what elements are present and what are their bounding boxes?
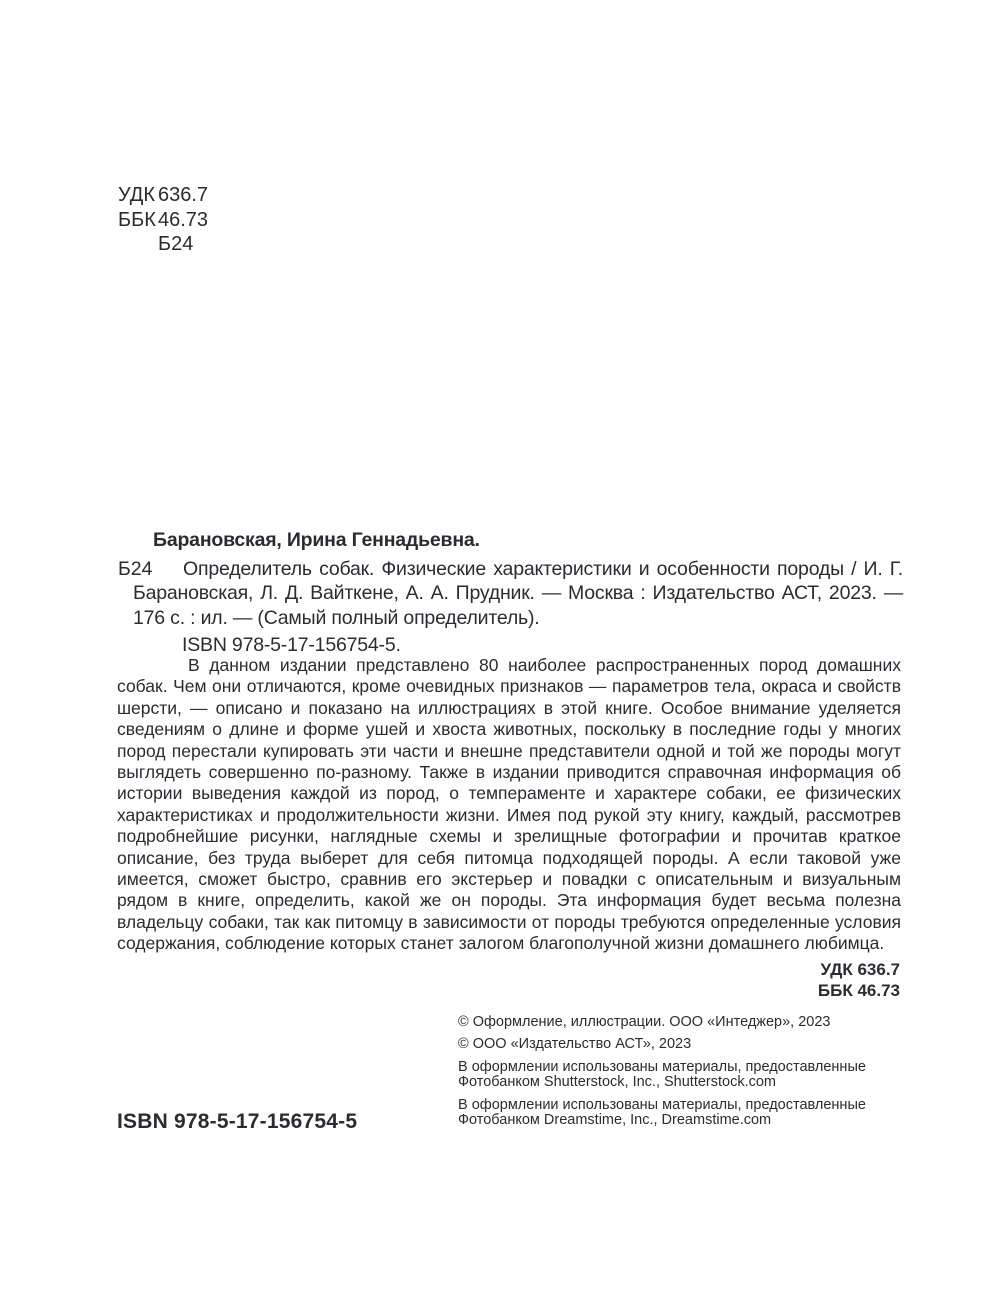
bbk-label: ББК xyxy=(118,208,156,231)
author-sign-margin: Б24 xyxy=(118,558,153,580)
copyright-line-shutterstock: В оформлении использованы материалы, предоставленные Фотобанком Shutterstock, Inc., Shutterstock.com xyxy=(458,1058,866,1091)
author-heading: Барановская, Ирина Геннадьевна. xyxy=(153,529,480,551)
classification-index-top xyxy=(118,183,208,257)
udk-value: 636.7 xyxy=(158,184,209,206)
bbk-top-row xyxy=(118,208,208,233)
udk-label: УДК xyxy=(118,184,156,206)
udk-right-value: УДК 636.7 xyxy=(820,960,900,979)
copyright-block xyxy=(458,1015,900,1136)
author-sign-row xyxy=(118,232,208,257)
author-sign-value: Б24 xyxy=(158,233,194,255)
isbn-line: ISBN 978-5-17-156754-5. xyxy=(182,634,401,657)
bibliographic-description: Определитель собак. Физические характеристики и особенности породы / И. Г. Барановская, Л. Д. Вайткене, А. А. Прудник. — Москва : Издательство АСТ, 2023. — 176 с. : ил. — (Самый полный определитель). xyxy=(133,557,903,629)
copyright-line-dreamstime: В оформлении использованы материалы, предоставленные Фотобанком Dreamstime, Inc., Dreamstime.com xyxy=(458,1096,866,1129)
bbk-right-value: ББК 46.73 xyxy=(817,980,900,1000)
classification-index-right xyxy=(818,960,900,1001)
catalog-card xyxy=(133,528,903,658)
bbk-value: 46.73 xyxy=(158,208,209,231)
copyright-line-design: © Оформление, иллюстрации. ООО «Интеджер», 2023 xyxy=(458,1014,831,1030)
annotation-text: В данном издании представлено 80 наиболее распространенных пород домашних собак. Чем они отличаются, кроме очевидных признаков — параметров тела, окраса и свойств шерсти, — описано и показано на иллюстрациях в этой книге. Особое внимание уделяется сведениям о длине и форме ушей и хвоста животных, поскольку в последние годы у многих пород перестали купировать эти части и внешне представители одной и той же породы могут выглядеть совершенно по-разному. Также в издании приводится справочная информация об истории выведения каждой из пород, о темпераменте и характере собаки, ее физических характеристиках и продолжительности жизни. Имея под рукой эту книгу, каждый, рассмотрев подробнейшие рисунки, наглядные схемы и зрелищные фотографии и прочитав краткое описание, без труда выберет для себя питомца подходящей породы. А если таковой уже имеется, сможет быстро, сравнив его экстерьер и повадки с описательным и визуальным рядом в книге, определить, какой же он породы. Эта информация будет весьма полезна владельцу собаки, так как питомцу в зависимости от породы требуются определенные условия содержания, соблюдение которых станет залогом благополучной жизни домашнего любимца. xyxy=(117,655,901,954)
udk-top-row xyxy=(118,183,208,208)
copyright-line-publisher: © ООО «Издательство АСТ», 2023 xyxy=(458,1036,692,1053)
isbn-bottom: ISBN 978-5-17-156754-5 xyxy=(117,1110,358,1133)
